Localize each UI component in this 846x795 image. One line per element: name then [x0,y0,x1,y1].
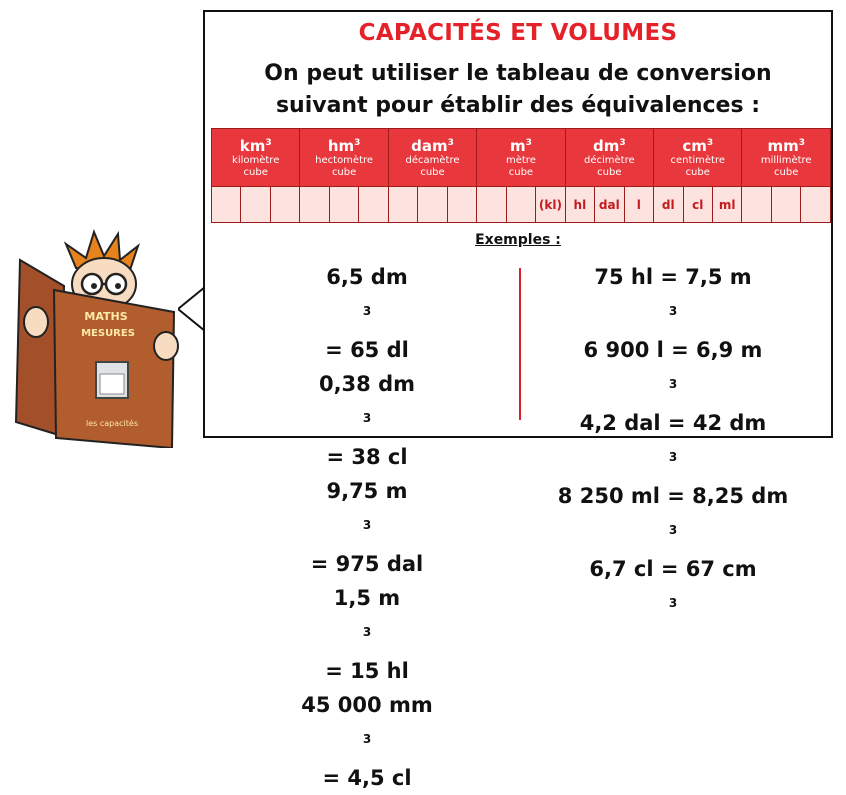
sub-cell [506,187,535,223]
sub-cell-dl: dl [654,187,683,223]
examples-heading: Exemples : [475,232,561,248]
sub-cell [359,187,388,223]
sub-cell [212,187,241,223]
sub-cell [300,187,329,223]
sub-cell-kl: (kl) [536,187,565,223]
example-line: 6,7 cl = 67 cm $^3$ [589,557,757,610]
unit-dam3: dam$^3$ décamètre cube [388,129,476,187]
intro-text [205,58,831,122]
sub-cell-dal: dal [595,187,624,223]
example-line: 0,38 dm $^3$ = 38 cl [318,372,416,469]
sub-cell [329,187,358,223]
book-title-line-2: MESURES [81,328,135,339]
unit-mm3: $mm^3$ millimètre cube [742,129,831,187]
examples-left-column [217,260,517,795]
example-line: 75 hl = 7,5 m $^3$ [594,265,752,318]
sub-cell-ml: ml [712,187,741,223]
explanation-panel [203,10,833,790]
intro-line-2: suivant pour établir des équivalences : [275,93,761,118]
intro-line-1: On peut utiliser le tableau de conversion [264,61,772,86]
example-line: 4,2 dal = 42 dm $^3$ [579,411,767,464]
sub-cell [477,187,506,223]
examples-right-column [523,260,823,625]
sub-cell [742,187,771,223]
example-line: 1,5 m $^3$ = 15 hl [325,586,409,683]
sub-cell [241,187,270,223]
unit-dm3: $dm^3$ décimètre cube [565,129,653,187]
unit-hm3: $hm^3$ hectomètre cube [300,129,388,187]
sub-cell-cl: cl [683,187,712,223]
capacity-subunit-row [212,187,831,223]
sub-cell [447,187,476,223]
sub-cell [771,187,800,223]
sub-cell [388,187,417,223]
example-line: 45 000 mm $^3$ = 4,5 cl [301,693,433,790]
sub-cell [801,187,831,223]
unit-header-row [212,129,831,187]
unit-km3: $km^3$ kilomètre cube [212,129,300,187]
unit-m3: $m^3$ mètre cube [477,129,565,187]
sub-cell [418,187,447,223]
example-line: 9,75 m $^3$ = 975 dal [310,479,424,576]
conversion-table [211,128,831,223]
unit-cm3: $cm^3$ centimètre cube [654,129,742,187]
book-bottom-label: les capacités [86,419,138,428]
example-line: 6 900 l = 6,9 m $^3$ [583,338,763,391]
example-line: 8 250 ml = 8,25 dm $^3$ [557,484,789,537]
cartoon-reader-illustration [6,226,196,448]
example-line: 6,5 dm $^3$ = 65 dl [325,265,409,362]
page-title: CAPACITÉS ET VOLUMES [358,20,678,46]
book-title-line-1: MATHS [84,310,128,323]
sub-cell-l: l [624,187,653,223]
column-divider [519,268,521,420]
sub-cell [270,187,299,223]
sub-cell-hl: hl [565,187,594,223]
